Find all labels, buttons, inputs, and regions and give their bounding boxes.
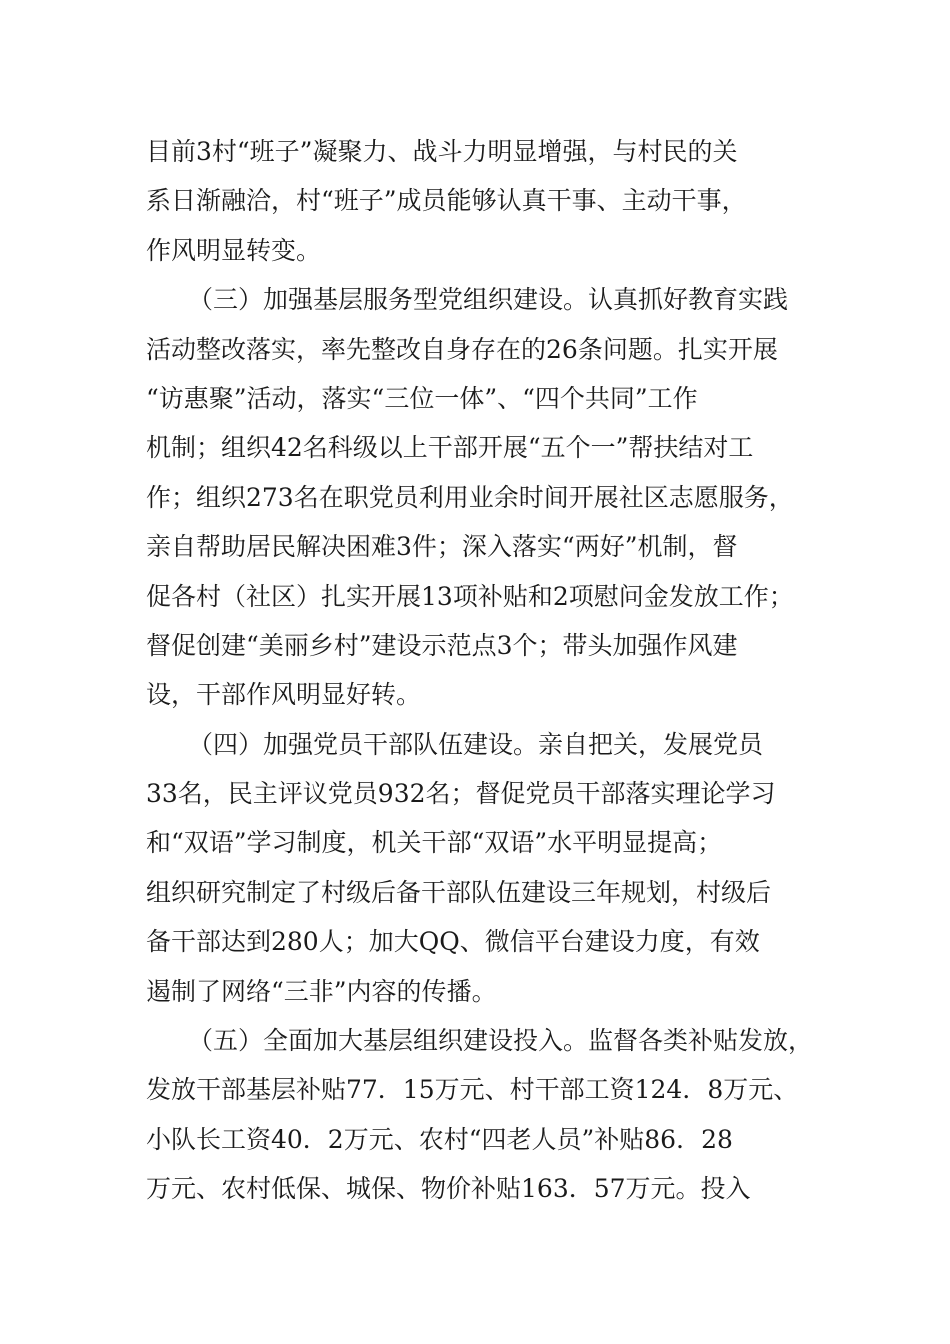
text-line: 亲自帮助居民解决困难3件；深入落实“两好”机制，督 [146,532,738,562]
text-line: 活动整改落实，率先整改自身存在的26条问题。扎实开展 [146,334,778,364]
text-line: 督促创建“美丽乡村”建设示范点3个；带头加强作风建 [146,630,738,660]
text-line: 遏制了网络“三非”内容的传播。 [146,976,497,1006]
section-heading-line: （四）加强党员干部队伍建设。亲自把关，发展党员 [188,729,764,759]
text-line: 促各村（社区）扎实开展13项补贴和2项慰问金发放工作； [146,581,794,611]
text-line: 机制；组织42名科级以上干部开展“五个一”帮扶结对工 [146,433,754,463]
text-line: 发放干部基层补贴77．15万元、村干部工资124．8万元、 [146,1075,799,1105]
text-line: 小队长工资40．2万元、农村“四老人员”补贴86．28 [146,1124,733,1154]
text-line: 万元、农村低保、城保、物价补贴163．57万元。投入 [146,1174,751,1204]
text-line: 备干部达到280人；加大QQ、微信平台建设力度，有效 [146,927,760,957]
text-line: 33名，民主评议党员932名；督促党员干部落实理论学习 [146,779,776,809]
text-line: 组织研究制定了村级后备干部队伍建设三年规划，村级后 [146,877,772,907]
text-line: 设，干部作风明显好转。 [146,680,422,710]
section-heading-line: （三）加强基层服务型党组织建设。认真抓好教育实践 [188,285,789,315]
body-text [146,127,826,1214]
text-line: “访惠聚”活动，落实“三位一体”、“四个共同”工作 [146,383,698,413]
text-line: 系日渐融洽，村“班子”成员能够认真干事、主动干事， [146,186,747,216]
text-line: 作风明显转变。 [146,235,322,265]
text-line: 目前3村“班子”凝聚力、战斗力明显增强，与村民的关 [146,137,738,166]
text-line: 作；组织273名在职党员利用业余时间开展社区志愿服务， [146,482,794,512]
text-line: 和“双语”学习制度，机关干部“双语”水平明显提高； [146,828,723,858]
section-heading-line: （五）全面加大基层组织建设投入。监督各类补贴发放， [188,1026,814,1056]
